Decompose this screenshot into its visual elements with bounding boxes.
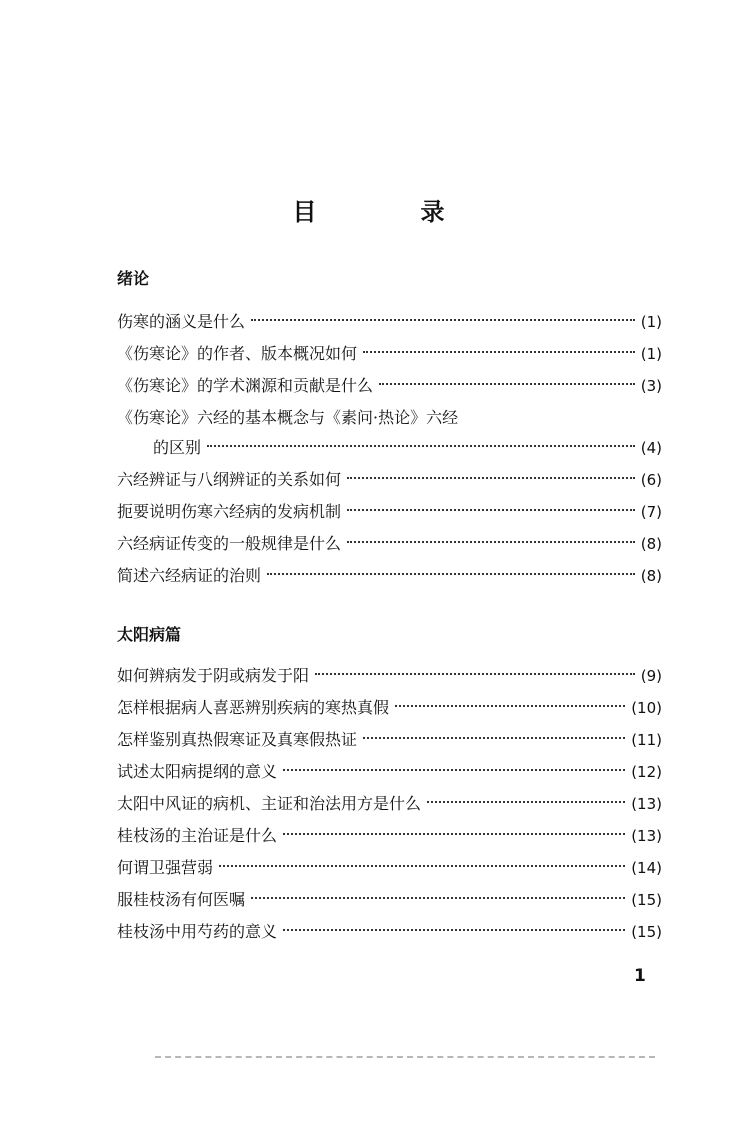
- dot-leader: [315, 673, 635, 675]
- toc-entry[interactable]: [117, 852, 662, 884]
- toc-entry[interactable]: [117, 370, 662, 402]
- toc-entry-page: (13): [631, 795, 662, 813]
- toc-entry-page: (15): [631, 923, 662, 941]
- toc-entry-page: (7): [640, 503, 662, 521]
- toc-entry-title: 《伤寒论》的作者、版本概况如何: [117, 344, 358, 363]
- dot-leader: [251, 319, 635, 321]
- dot-leader: [427, 801, 625, 803]
- toc-entry-page: (13): [631, 827, 662, 845]
- toc-entry-title: 《伤寒论》六经的基本概念与《素问·热论》六经: [117, 408, 459, 427]
- dot-leader: [347, 541, 635, 543]
- dot-leader: [363, 351, 635, 353]
- page-title: 目 录: [292, 198, 485, 226]
- toc-entry[interactable]: [117, 692, 662, 724]
- toc-entry-page: (9): [640, 667, 662, 685]
- toc-entry-title: 何谓卫强营弱: [117, 858, 214, 877]
- toc-entry[interactable]: [117, 306, 662, 338]
- toc-entry-page: (15): [631, 891, 662, 909]
- toc-entry[interactable]: [117, 464, 662, 496]
- toc-entry[interactable]: [117, 820, 662, 852]
- dot-leader: [267, 573, 635, 575]
- dot-leader: [347, 477, 635, 479]
- toc-list-taiyang: [117, 660, 662, 948]
- toc-entry-title: 六经辨证与八纲辨证的关系如何: [117, 470, 342, 489]
- toc-entry-page: (1): [640, 345, 662, 363]
- toc-entry-title: 怎样根据病人喜恶辨别疾病的寒热真假: [117, 698, 390, 717]
- toc-entry[interactable]: [117, 560, 662, 592]
- toc-list-introduction: [117, 306, 662, 592]
- dot-leader: [283, 833, 625, 835]
- dot-leader: [347, 509, 635, 511]
- toc-entry-title: 伤寒的涵义是什么: [117, 312, 246, 331]
- toc-entry-title: 《伤寒论》的学术渊源和贡献是什么: [117, 376, 374, 395]
- toc-entry[interactable]: [117, 916, 662, 948]
- toc-entry-title: 服桂枝汤有何医嘱: [117, 890, 246, 909]
- toc-entry-page: (10): [631, 699, 662, 717]
- dot-leader: [251, 897, 625, 899]
- dot-leader: [219, 865, 625, 867]
- scan-artifact-line: [155, 1056, 655, 1058]
- toc-entry-title-continued: 的区别: [153, 438, 202, 457]
- toc-entry-page: (3): [640, 377, 662, 395]
- toc-entry-page: (6): [640, 471, 662, 489]
- toc-entry-title: 怎样鉴别真热假寒证及真寒假热证: [117, 730, 358, 749]
- section-heading-introduction: 绪论: [117, 269, 150, 288]
- toc-entry[interactable]: [117, 338, 662, 370]
- toc-entry-page: (8): [640, 567, 662, 585]
- toc-entry-title: 简述六经病证的治则: [117, 566, 262, 585]
- dot-leader: [283, 769, 625, 771]
- toc-entry-page: (12): [631, 763, 662, 781]
- toc-entry-page: (11): [631, 731, 662, 749]
- toc-entry-title: 试述太阳病提纲的意义: [117, 762, 278, 781]
- toc-entry[interactable]: [117, 884, 662, 916]
- toc-entry[interactable]: [117, 724, 662, 756]
- dot-leader: [379, 383, 635, 385]
- toc-entry-title: 六经病证传变的一般规律是什么: [117, 534, 342, 553]
- toc-entry[interactable]: [117, 402, 662, 432]
- toc-entry-title: 桂枝汤中用芍药的意义: [117, 922, 278, 941]
- toc-entry-continuation[interactable]: [117, 432, 662, 464]
- toc-entry-page: (14): [631, 859, 662, 877]
- toc-entry-title: 太阳中风证的病机、主证和治法用方是什么: [117, 794, 422, 813]
- dot-leader: [207, 445, 635, 447]
- dot-leader: [363, 737, 625, 739]
- page-number: 1: [634, 966, 646, 986]
- toc-entry[interactable]: [117, 756, 662, 788]
- toc-entry-page: (1): [640, 313, 662, 331]
- dot-leader: [283, 929, 625, 931]
- toc-entry-page: (4): [640, 439, 662, 457]
- toc-entry[interactable]: [117, 788, 662, 820]
- toc-entry[interactable]: [117, 496, 662, 528]
- toc-entry-page: (8): [640, 535, 662, 553]
- dot-leader: [395, 705, 625, 707]
- toc-entry[interactable]: [117, 528, 662, 560]
- toc-entry-title: 扼要说明伤寒六经病的发病机制: [117, 502, 342, 521]
- toc-entry[interactable]: [117, 660, 662, 692]
- toc-entry-title: 桂枝汤的主治证是什么: [117, 826, 278, 845]
- section-heading-taiyang: 太阳病篇: [117, 625, 182, 644]
- toc-entry-title: 如何辨病发于阴或病发于阳: [117, 666, 310, 685]
